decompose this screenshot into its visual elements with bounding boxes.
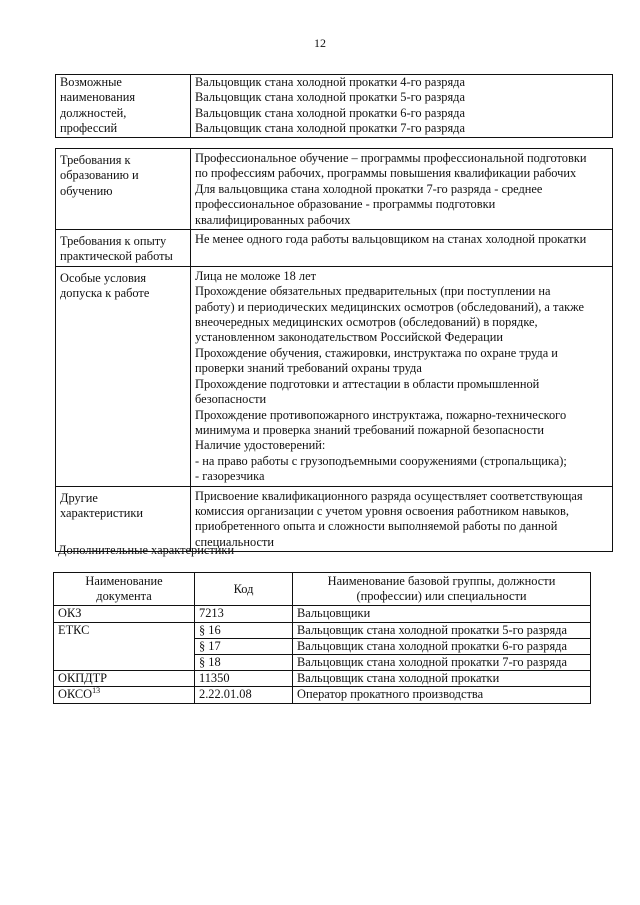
text-line: квалифицированных рабочих [195, 212, 351, 227]
label-line: профессий [60, 121, 118, 136]
name-cell: Вальцовщик стана холодной прокатки 6-го разряда [293, 638, 591, 654]
text-line: внеочередных медицинских осмотров (обследований) в порядке, [195, 315, 538, 330]
additional-table [53, 572, 591, 704]
label-line: образованию и [60, 168, 139, 183]
text-line: специальности [195, 534, 275, 549]
text-line: Прохождение подготовки и аттестации в области промышленной [195, 376, 540, 391]
requirement-label [56, 230, 191, 267]
text-line: установленном законодательством Российской Федерации [195, 330, 504, 345]
label-line: Другие [60, 490, 98, 505]
code-cell: 7213 [195, 606, 293, 622]
header-line: Наименование базовой группы, должности [327, 574, 556, 588]
requirement-label [56, 149, 191, 230]
code-cell: § 18 [195, 655, 293, 671]
label-line: Требования к опыту [60, 234, 167, 249]
doc-cell: ОКЗ [54, 606, 195, 622]
text-line: комиссия организации с учетом уровня освоения работником навыков, [195, 503, 569, 518]
text-line: профессиональное образование - программы подготовки [195, 197, 496, 212]
possible-titles-row [56, 75, 613, 138]
text-line: Для вальцовщика стана холодной прокатки 7-го разряда - среднее [195, 181, 543, 196]
requirements-table [55, 148, 613, 552]
doc-cell [54, 687, 195, 703]
text-line: Прохождение обучения, стажировки, инструктажа по охране труда и [195, 345, 558, 360]
code-cell: § 17 [195, 638, 293, 654]
text-line: по профессиям рабочих, программы повышения квалификации рабочих [195, 166, 577, 181]
label-line: допуска к работе [60, 286, 150, 301]
table-row [54, 655, 591, 671]
doc-cell: ОКПДТР [54, 671, 195, 687]
header-name [293, 573, 591, 606]
table-row [54, 638, 591, 654]
doc-cell: ЕТКС [54, 622, 195, 638]
label-line: наименования [60, 90, 136, 105]
page-number: 12 [314, 36, 326, 50]
header-line: Наименование [85, 574, 163, 588]
table-row [54, 687, 591, 703]
header-doc [54, 573, 195, 606]
header-line: (профессии) или специальности [356, 589, 527, 604]
header-line: документа [96, 589, 152, 604]
requirements-row-other [56, 486, 613, 552]
text-line: проверки знаний требований охраны труда [195, 361, 422, 376]
label-line: обучению [60, 183, 113, 198]
requirement-label [56, 486, 191, 552]
name-cell: Вальцовщики [293, 606, 591, 622]
text-line: минимума и проверка знаний требований пожарной безопасности [195, 422, 545, 437]
text-line: - на право работы с грузоподъемными сооружениями (стропальщика); [195, 453, 567, 468]
table-row [54, 671, 591, 687]
text-line: Присвоение квалификационного разряда осуществляет соответствующая [195, 488, 583, 503]
name-cell: Вальцовщик стана холодной прокатки 5-го разряда [293, 622, 591, 638]
possible-titles-table [55, 74, 613, 138]
section-heading: Дополнительные характеристики [58, 543, 235, 557]
text-line: работу) и периодических медицинских осмотров (обследований), а также [195, 299, 584, 314]
requirement-label [56, 266, 191, 486]
requirements-row-experience [56, 230, 613, 267]
text-line: Профессиональное обучение – программы профессиональной подготовки [195, 151, 587, 165]
label-line: практической работы [60, 249, 173, 264]
text-line: Наличие удостоверений: [195, 438, 326, 453]
name-cell: Вальцовщик стана холодной прокатки [293, 671, 591, 687]
table-row [54, 622, 591, 638]
possible-titles-label [56, 75, 191, 138]
text-line: Не менее одного года работы вальцовщиком на станах холодной прокатки [195, 232, 587, 247]
code-cell: 11350 [195, 671, 293, 687]
label-line: должностей, [60, 105, 127, 120]
requirements-row-education [56, 149, 613, 230]
title-value: Вальцовщик стана холодной прокатки 4-го разряда [195, 75, 465, 89]
requirement-text [191, 149, 613, 230]
header-code: Код [195, 573, 293, 606]
name-cell: Вальцовщик стана холодной прокатки 7-го разряда [293, 655, 591, 671]
label-line: Возможные [60, 75, 122, 89]
requirement-text [191, 230, 613, 267]
doc-cell [54, 655, 195, 671]
requirement-text [191, 486, 613, 552]
title-value: Вальцовщик стана холодной прокатки 5-го разряда [195, 90, 465, 105]
doc-name: ОКСО [58, 687, 93, 702]
label-line: характеристики [60, 505, 144, 520]
requirement-text [191, 266, 613, 486]
title-value: Вальцовщик стана холодной прокатки 7-го разряда [195, 121, 465, 136]
label-line: Особые условия [60, 270, 147, 285]
additional-header-row [54, 573, 591, 606]
code-cell: § 16 [195, 622, 293, 638]
text-line: Прохождение противопожарного инструктажа, пожарно-технического [195, 407, 567, 422]
text-line: Прохождение обязательных предварительных (при поступлении на [195, 284, 551, 299]
title-value: Вальцовщик стана холодной прокатки 6-го разряда [195, 105, 465, 120]
label-line: Требования к [60, 153, 131, 167]
doc-cell [54, 638, 195, 654]
table-row [54, 606, 591, 622]
text-line: приобретенного опыта и сложности выполняемой работы по данной [195, 519, 558, 534]
text-line: Лица не моложе 18 лет [195, 268, 317, 283]
code-cell: 2.22.01.08 [195, 687, 293, 703]
text-line: безопасности [195, 392, 267, 407]
text-line: - газорезчика [195, 469, 265, 484]
possible-titles-values [191, 75, 613, 138]
name-cell: Оператор прокатного производства [293, 687, 591, 703]
footnote-ref: 13 [92, 686, 101, 696]
requirements-row-special-conditions [56, 266, 613, 486]
